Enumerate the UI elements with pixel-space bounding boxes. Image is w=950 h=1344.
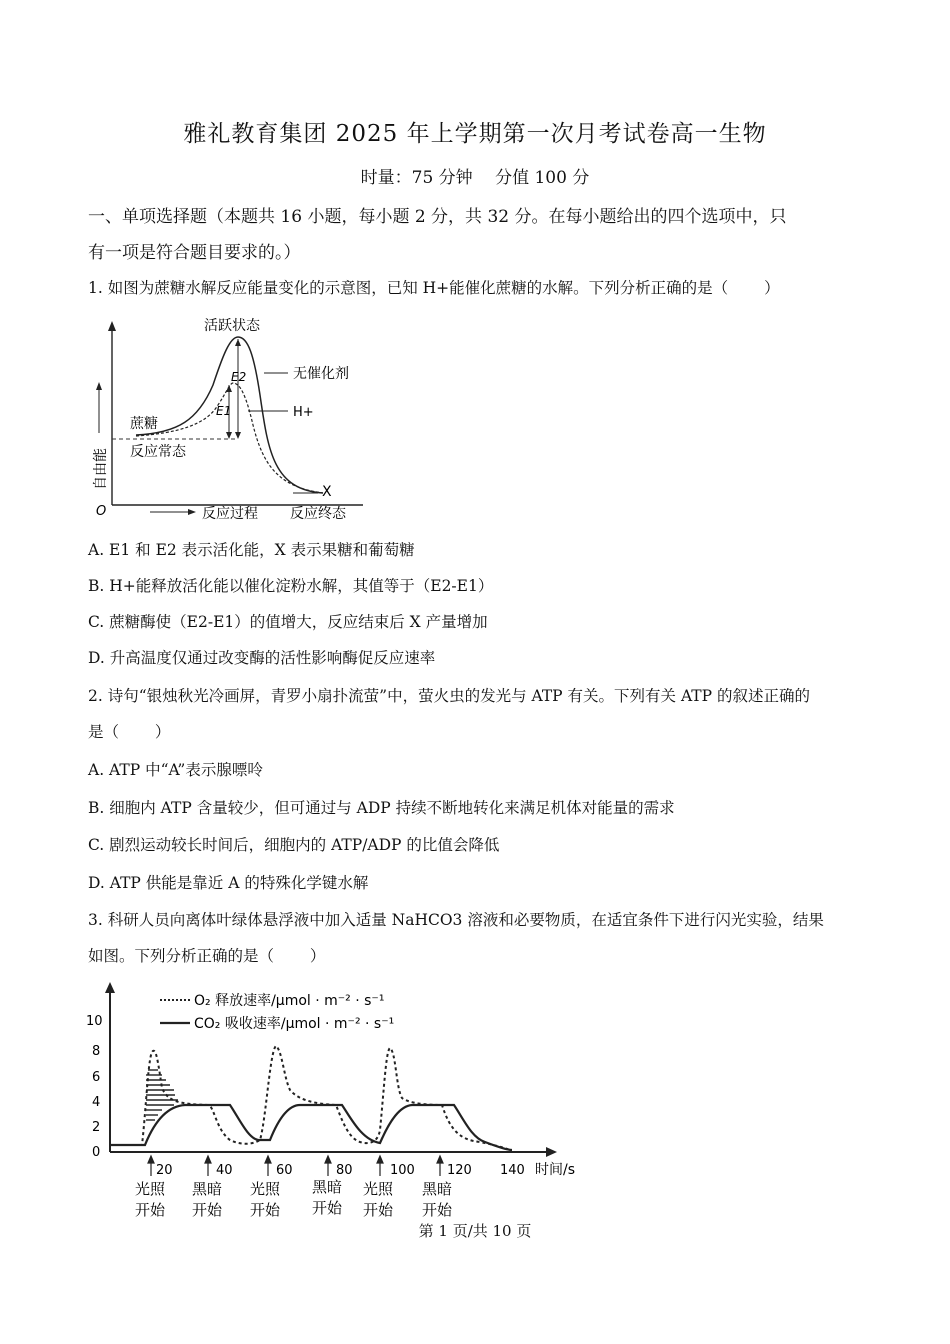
marker-label: 开始: [422, 1201, 453, 1219]
q1-option-d: D. 升高温度仅通过改变酶的活性影响酶促反应速率: [88, 649, 436, 667]
e1-arrow-down-icon: [226, 432, 232, 439]
question-3-stem-line2: 如图。下列分析正确的是（ ）: [88, 947, 326, 965]
y-tick: 8: [92, 1044, 101, 1059]
q2-option-c: C. 剧烈运动较长时间后，细胞内的 ATP/ADP 的比值会降低: [88, 836, 500, 854]
marker-label: 开始: [192, 1201, 223, 1219]
label-final-state: 反应终态: [290, 506, 346, 522]
marker-label: 黑暗: [192, 1180, 223, 1198]
label-y-axis: 自由能: [93, 448, 109, 490]
y-tick: 4: [92, 1095, 101, 1110]
x-tick: 80: [336, 1163, 353, 1178]
label-x: X: [322, 484, 332, 500]
y-tick: 2: [92, 1120, 101, 1135]
x-axis-label: 时间/s: [535, 1162, 576, 1178]
q2-option-d: D. ATP 供能是靠近 A 的特殊化学键水解: [88, 874, 369, 892]
process-arrow-icon: [188, 509, 196, 515]
x-tick: 40: [216, 1163, 233, 1178]
e1-arrow-up-icon: [226, 385, 232, 392]
x-tick: 60: [276, 1163, 293, 1178]
marker-label: 光照: [250, 1180, 281, 1198]
marker-label: 开始: [250, 1201, 281, 1219]
marker-label: 光照: [135, 1180, 166, 1198]
question-2-stem-line2: 是（ ）: [88, 723, 171, 741]
exam-meta: 时量：75 分钟 分值 100 分: [360, 168, 590, 188]
x-tick: 120: [447, 1163, 472, 1178]
y-ticks: [86, 1014, 103, 1160]
section-heading-line1: 一、单项选择题（本题共 16 小题，每小题 2 分，共 32 分。在每小题给出的四个选项中，只: [88, 207, 787, 227]
q1-option-c: C. 蔗糖酶使（E2-E1）的值增大，反应结束后 X 产量增加: [88, 613, 488, 631]
marker-label: 黑暗: [422, 1180, 453, 1198]
marker-label: 开始: [312, 1199, 343, 1217]
label-normal-state: 反应常态: [130, 444, 186, 460]
label-e2: E2: [231, 370, 247, 384]
q1-option-b: B. H+能释放活化能以催化淀粉水解，其值等于（E2-E1）: [88, 577, 494, 595]
y-axis-arrow-icon: [105, 982, 115, 993]
label-hplus: H+: [293, 405, 314, 420]
marker-label: 开始: [363, 1201, 394, 1219]
marker-label: 光照: [363, 1180, 394, 1198]
y-tick: 10: [86, 1014, 103, 1029]
legend-co2: CO₂ 吸收速率/μmol · m⁻² · s⁻¹: [194, 1016, 395, 1032]
section-heading-line2: 有一项是符合题目要求的。）: [88, 243, 301, 263]
y-tick: 0: [92, 1145, 101, 1160]
x-tick: 100: [390, 1163, 415, 1178]
question-3-stem-line1: 3. 科研人员向离体叶绿体悬浮液中加入适量 NaHCO3 溶液和必要物质，在适宜条件下进行闪光实验，结果: [88, 911, 824, 929]
page-footer: 第 1 页/共 10 页: [418, 1222, 532, 1240]
y-label-arrow-icon: [96, 382, 102, 390]
e2-arrow-up-icon: [235, 339, 241, 346]
x-axis-arrow-icon: [546, 1147, 557, 1157]
q1-option-a: A. E1 和 E2 表示活化能，X 表示果糖和葡萄糖: [88, 541, 415, 559]
label-active-state: 活跃状态: [204, 318, 260, 334]
q2-option-b: B. 细胞内 ATP 含量较少，但可通过与 ADP 持续不断地转化来满足机体对能量的需求: [88, 799, 675, 817]
marker-label: 开始: [135, 1201, 166, 1219]
hatched-area: [146, 1070, 178, 1120]
o2-release-curve: [110, 1046, 510, 1150]
event-labels: [135, 1178, 453, 1219]
label-origin: O: [96, 504, 107, 519]
flash-experiment-chart: [80, 980, 600, 1220]
e2-arrow-down-icon: [235, 432, 241, 439]
energy-diagram: [88, 315, 388, 530]
y-axis-arrow-icon: [108, 321, 116, 331]
label-e1: E1: [216, 404, 232, 418]
label-no-catalyst: 无催化剂: [293, 366, 349, 382]
legend-o2: O₂ 释放速率/μmol · m⁻² · s⁻¹: [194, 993, 385, 1009]
y-tick: 6: [92, 1070, 101, 1085]
page-title: 雅礼教育集团 2025 年上学期第一次月考试卷高一生物: [183, 121, 767, 147]
question-2-stem-line1: 2. 诗句“银烛秋光冷画屏，青罗小扇扑流萤”中，萤火虫的发光与 ATP 有关。下列有关 ATP 的叙述正确的: [88, 687, 811, 705]
x-tick: 140: [500, 1163, 525, 1178]
label-sucrose: 蔗糖: [130, 416, 158, 432]
label-process: 反应过程: [202, 506, 258, 522]
q2-option-a: A. ATP 中“A”表示腺嘌呤: [88, 761, 263, 779]
marker-label: 黑暗: [312, 1178, 343, 1196]
x-tick: 20: [156, 1163, 173, 1178]
x-ticks: [156, 1163, 525, 1178]
question-1-stem: 1. 如图为蔗糖水解反应能量变化的示意图，已知 H+能催化蔗糖的水解。下列分析正确的是（ ）: [88, 279, 780, 297]
